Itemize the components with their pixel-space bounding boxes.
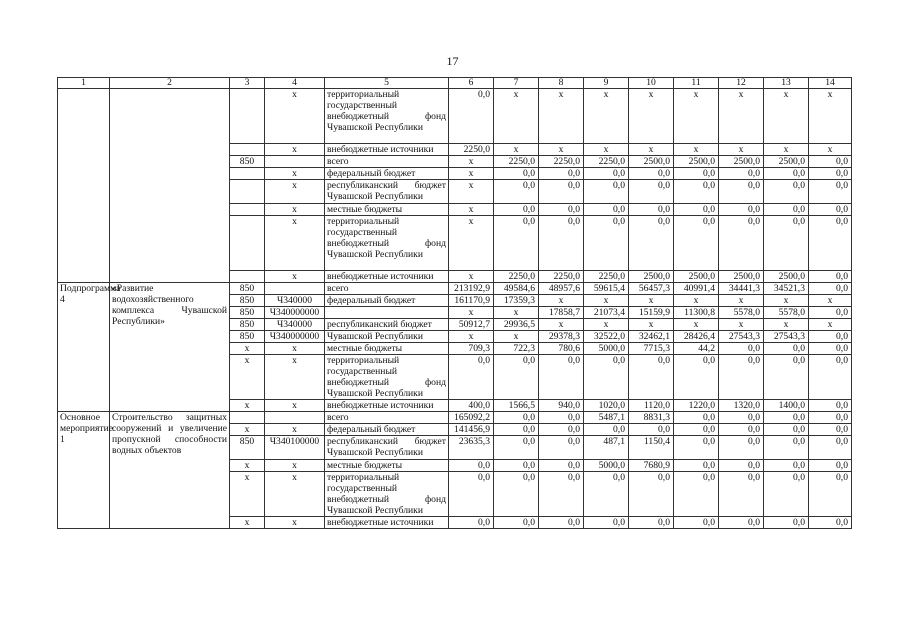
- classifier-cell: Ч340000: [265, 295, 325, 307]
- amount-cell: 161170,9: [449, 295, 494, 307]
- amount-cell: 0,0: [539, 460, 584, 472]
- amount-cell: 44,2: [674, 343, 719, 355]
- code-cell: [230, 412, 265, 424]
- amount-cell: 1150,4: [629, 436, 674, 460]
- amount-cell: x: [674, 319, 719, 331]
- classifier-cell: Ч340000000: [265, 331, 325, 343]
- amount-cell: 0,0: [719, 412, 764, 424]
- amount-cell: 32522,0: [584, 331, 629, 343]
- code-cell: 850: [230, 331, 265, 343]
- table-row: [58, 412, 852, 424]
- amount-cell: 0,0: [674, 424, 719, 436]
- amount-cell: 1120,0: [629, 400, 674, 412]
- funding-source-cell: республиканский бюджет Чувашской Республики: [325, 180, 449, 204]
- column-number: 12: [719, 78, 764, 89]
- code-cell: [230, 89, 265, 144]
- amount-cell: 0,0: [674, 460, 719, 472]
- amount-cell: 2500,0: [674, 271, 719, 283]
- amount-cell: 0,0: [539, 472, 584, 517]
- amount-cell: 2500,0: [629, 271, 674, 283]
- funding-source-cell: внебюджетные источники: [325, 271, 449, 283]
- classifier-cell: x: [265, 168, 325, 180]
- amount-cell: 0,0: [494, 412, 539, 424]
- amount-cell: x: [494, 331, 539, 343]
- amount-cell: x: [584, 144, 629, 156]
- amount-cell: 0,0: [629, 424, 674, 436]
- amount-cell: 59615,4: [584, 283, 629, 295]
- amount-cell: 0,0: [494, 424, 539, 436]
- funding-source-cell: всего: [325, 156, 449, 168]
- amount-cell: 21073,4: [584, 307, 629, 319]
- amount-cell: 0,0: [494, 204, 539, 216]
- amount-cell: 0,0: [539, 436, 584, 460]
- amount-cell: 0,0: [764, 168, 809, 180]
- amount-cell: 487,1: [584, 436, 629, 460]
- code-cell: 850: [230, 319, 265, 331]
- amount-cell: 0,0: [674, 472, 719, 517]
- amount-cell: 0,0: [809, 412, 852, 424]
- amount-cell: x: [494, 89, 539, 144]
- amount-cell: x: [719, 295, 764, 307]
- amount-cell: x: [584, 89, 629, 144]
- amount-cell: 0,0: [674, 216, 719, 271]
- amount-cell: 0,0: [719, 436, 764, 460]
- code-cell: x: [230, 400, 265, 412]
- amount-cell: 0,0: [674, 204, 719, 216]
- amount-cell: x: [674, 144, 719, 156]
- amount-cell: 940,0: [539, 400, 584, 412]
- amount-cell: 0,0: [809, 460, 852, 472]
- amount-cell: x: [449, 204, 494, 216]
- amount-cell: 0,0: [764, 355, 809, 400]
- amount-cell: 1020,0: [584, 400, 629, 412]
- amount-cell: 5000,0: [584, 460, 629, 472]
- amount-cell: 2250,0: [449, 144, 494, 156]
- classifier-cell: Ч340000000: [265, 307, 325, 319]
- amount-cell: x: [764, 89, 809, 144]
- amount-cell: 5578,0: [719, 307, 764, 319]
- amount-cell: x: [719, 319, 764, 331]
- amount-cell: x: [584, 319, 629, 331]
- code-cell: 850: [230, 156, 265, 168]
- amount-cell: 29378,3: [539, 331, 584, 343]
- funding-source-cell: территориальный государственный внебюджетный фонд Чувашской Республики: [325, 89, 449, 144]
- amount-cell: 0,0: [584, 168, 629, 180]
- amount-cell: 165092,2: [449, 412, 494, 424]
- amount-cell: 2500,0: [674, 156, 719, 168]
- amount-cell: 34441,3: [719, 283, 764, 295]
- amount-cell: 0,0: [764, 412, 809, 424]
- amount-cell: 0,0: [584, 472, 629, 517]
- amount-cell: x: [449, 307, 494, 319]
- amount-cell: 8831,3: [629, 412, 674, 424]
- amount-cell: 0,0: [494, 436, 539, 460]
- column-number: 10: [629, 78, 674, 89]
- amount-cell: x: [809, 319, 852, 331]
- amount-cell: x: [629, 144, 674, 156]
- amount-cell: 0,0: [764, 424, 809, 436]
- amount-cell: 0,0: [629, 216, 674, 271]
- amount-cell: 17359,3: [494, 295, 539, 307]
- amount-cell: x: [449, 180, 494, 204]
- amount-cell: 7715,3: [629, 343, 674, 355]
- funding-source-cell: всего: [325, 412, 449, 424]
- amount-cell: 2250,0: [539, 156, 584, 168]
- funding-source-cell: местные бюджеты: [325, 460, 449, 472]
- measure-title-cell: Строительство защитных сооружений и увеличение пропускной способности водных объектов: [110, 412, 230, 529]
- amount-cell: 2500,0: [764, 271, 809, 283]
- amount-cell: 48957,6: [539, 283, 584, 295]
- code-cell: x: [230, 355, 265, 400]
- column-number: 6: [449, 78, 494, 89]
- amount-cell: 1566,5: [494, 400, 539, 412]
- classifier-cell: [265, 156, 325, 168]
- classifier-cell: x: [265, 271, 325, 283]
- code-cell: [230, 204, 265, 216]
- amount-cell: 0,0: [539, 355, 584, 400]
- amount-cell: 0,0: [809, 517, 852, 529]
- amount-cell: 0,0: [719, 204, 764, 216]
- code-cell: x: [230, 424, 265, 436]
- amount-cell: x: [764, 295, 809, 307]
- amount-cell: x: [539, 319, 584, 331]
- amount-cell: x: [764, 144, 809, 156]
- column-number: 8: [539, 78, 584, 89]
- amount-cell: x: [629, 319, 674, 331]
- code-cell: x: [230, 460, 265, 472]
- amount-cell: 0,0: [494, 517, 539, 529]
- amount-cell: 0,0: [629, 355, 674, 400]
- code-cell: 850: [230, 283, 265, 295]
- amount-cell: 0,0: [629, 180, 674, 204]
- column-number: 1: [58, 78, 110, 89]
- amount-cell: 50912,7: [449, 319, 494, 331]
- classifier-cell: x: [265, 400, 325, 412]
- funding-source-cell: республиканский бюджет Чувашской Республики: [325, 436, 449, 460]
- classifier-cell: [265, 412, 325, 424]
- amount-cell: x: [449, 271, 494, 283]
- amount-cell: 7680,9: [629, 460, 674, 472]
- amount-cell: 0,0: [494, 355, 539, 400]
- amount-cell: 0,0: [764, 436, 809, 460]
- amount-cell: 0,0: [809, 180, 852, 204]
- amount-cell: 0,0: [719, 460, 764, 472]
- amount-cell: 0,0: [584, 424, 629, 436]
- funding-source-cell: внебюджетные источники: [325, 517, 449, 529]
- amount-cell: 15159,9: [629, 307, 674, 319]
- funding-source-cell: [325, 307, 449, 319]
- amount-cell: 0,0: [809, 436, 852, 460]
- column-number: 2: [110, 78, 230, 89]
- amount-cell: 0,0: [629, 472, 674, 517]
- funding-source-cell: внебюджетные источники: [325, 144, 449, 156]
- amount-cell: 1400,0: [764, 400, 809, 412]
- classifier-cell: x: [265, 517, 325, 529]
- funding-source-cell: федеральный бюджет: [325, 424, 449, 436]
- amount-cell: 0,0: [719, 168, 764, 180]
- classifier-cell: x: [265, 424, 325, 436]
- amount-cell: 0,0: [809, 472, 852, 517]
- funding-source-cell: территориальный государственный внебюджетный фонд Чувашской Республики: [325, 355, 449, 400]
- amount-cell: x: [539, 295, 584, 307]
- program-name-cell: Подпрограмма 4: [58, 283, 110, 412]
- amount-cell: 28426,4: [674, 331, 719, 343]
- funding-source-cell: республиканский бюджет: [325, 319, 449, 331]
- amount-cell: 0,0: [809, 271, 852, 283]
- amount-cell: 0,0: [674, 412, 719, 424]
- amount-cell: 0,0: [494, 216, 539, 271]
- column-number: 3: [230, 78, 265, 89]
- amount-cell: 0,0: [449, 355, 494, 400]
- amount-cell: x: [494, 307, 539, 319]
- table-row: [58, 283, 852, 295]
- table-row: [58, 89, 852, 144]
- amount-cell: 0,0: [629, 204, 674, 216]
- amount-cell: 32462,1: [629, 331, 674, 343]
- amount-cell: 0,0: [584, 216, 629, 271]
- funding-source-cell: территориальный государственный внебюджетный фонд Чувашской Республики: [325, 472, 449, 517]
- amount-cell: 5000,0: [584, 343, 629, 355]
- amount-cell: x: [809, 295, 852, 307]
- amount-cell: 0,0: [719, 517, 764, 529]
- amount-cell: 141456,9: [449, 424, 494, 436]
- classifier-cell: x: [265, 472, 325, 517]
- amount-cell: 0,0: [764, 517, 809, 529]
- amount-cell: 0,0: [494, 460, 539, 472]
- amount-cell: 0,0: [539, 204, 584, 216]
- amount-cell: x: [674, 89, 719, 144]
- funding-source-cell: федеральный бюджет: [325, 295, 449, 307]
- amount-cell: 0,0: [674, 180, 719, 204]
- amount-cell: 0,0: [449, 472, 494, 517]
- column-number: 7: [494, 78, 539, 89]
- code-cell: [230, 180, 265, 204]
- amount-cell: 780,6: [539, 343, 584, 355]
- amount-cell: 0,0: [584, 517, 629, 529]
- amount-cell: 2250,0: [539, 271, 584, 283]
- amount-cell: 0,0: [764, 460, 809, 472]
- amount-cell: 0,0: [629, 517, 674, 529]
- amount-cell: 0,0: [539, 517, 584, 529]
- amount-cell: 213192,9: [449, 283, 494, 295]
- amount-cell: 0,0: [719, 355, 764, 400]
- amount-cell: 34521,3: [764, 283, 809, 295]
- program-name-cell: Основное мероприятие 1: [58, 412, 110, 529]
- amount-cell: 0,0: [674, 436, 719, 460]
- amount-cell: 0,0: [539, 180, 584, 204]
- amount-cell: 400,0: [449, 400, 494, 412]
- amount-cell: 0,0: [809, 156, 852, 168]
- amount-cell: 27543,3: [719, 331, 764, 343]
- amount-cell: 0,0: [764, 343, 809, 355]
- classifier-cell: [265, 283, 325, 295]
- amount-cell: x: [719, 89, 764, 144]
- amount-cell: 0,0: [494, 472, 539, 517]
- amount-cell: x: [584, 295, 629, 307]
- funding-source-cell: местные бюджеты: [325, 343, 449, 355]
- amount-cell: 2500,0: [764, 156, 809, 168]
- classifier-cell: x: [265, 216, 325, 271]
- amount-cell: 11300,8: [674, 307, 719, 319]
- measure-title-cell: [110, 89, 230, 283]
- amount-cell: x: [764, 319, 809, 331]
- amount-cell: 722,3: [494, 343, 539, 355]
- amount-cell: 0,0: [809, 424, 852, 436]
- amount-cell: 1320,0: [719, 400, 764, 412]
- classifier-cell: x: [265, 460, 325, 472]
- classifier-cell: x: [265, 180, 325, 204]
- amount-cell: 49584,6: [494, 283, 539, 295]
- amount-cell: x: [629, 89, 674, 144]
- amount-cell: 0,0: [584, 204, 629, 216]
- amount-cell: 0,0: [764, 472, 809, 517]
- classifier-cell: x: [265, 343, 325, 355]
- amount-cell: 2250,0: [584, 271, 629, 283]
- amount-cell: 0,0: [449, 517, 494, 529]
- amount-cell: x: [539, 89, 584, 144]
- amount-cell: 0,0: [809, 283, 852, 295]
- amount-cell: 40991,4: [674, 283, 719, 295]
- amount-cell: x: [494, 144, 539, 156]
- amount-cell: 56457,3: [629, 283, 674, 295]
- amount-cell: 2500,0: [719, 271, 764, 283]
- amount-cell: 2500,0: [719, 156, 764, 168]
- classifier-cell: x: [265, 204, 325, 216]
- amount-cell: 0,0: [584, 180, 629, 204]
- budget-table: [57, 77, 852, 529]
- amount-cell: 0,0: [449, 89, 494, 144]
- amount-cell: 0,0: [764, 180, 809, 204]
- amount-cell: x: [719, 144, 764, 156]
- column-number-row: [58, 78, 852, 89]
- code-cell: x: [230, 343, 265, 355]
- funding-source-cell: Чувашской Республики: [325, 331, 449, 343]
- amount-cell: 1220,0: [674, 400, 719, 412]
- column-number: 11: [674, 78, 719, 89]
- amount-cell: 0,0: [809, 168, 852, 180]
- amount-cell: 0,0: [809, 343, 852, 355]
- amount-cell: x: [449, 168, 494, 180]
- amount-cell: 0,0: [674, 355, 719, 400]
- classifier-cell: x: [265, 355, 325, 400]
- column-number: 13: [764, 78, 809, 89]
- code-cell: [230, 168, 265, 180]
- amount-cell: x: [629, 295, 674, 307]
- amount-cell: 2250,0: [494, 271, 539, 283]
- amount-cell: 0,0: [674, 168, 719, 180]
- amount-cell: 0,0: [719, 472, 764, 517]
- amount-cell: x: [809, 144, 852, 156]
- amount-cell: 27543,3: [764, 331, 809, 343]
- amount-cell: 0,0: [719, 216, 764, 271]
- amount-cell: 2250,0: [494, 156, 539, 168]
- amount-cell: 2500,0: [629, 156, 674, 168]
- classifier-cell: x: [265, 144, 325, 156]
- amount-cell: 0,0: [539, 424, 584, 436]
- amount-cell: 2250,0: [584, 156, 629, 168]
- amount-cell: 29936,5: [494, 319, 539, 331]
- amount-cell: 0,0: [809, 400, 852, 412]
- amount-cell: 0,0: [629, 168, 674, 180]
- program-name-cell: [58, 89, 110, 283]
- classifier-cell: x: [265, 89, 325, 144]
- funding-source-cell: всего: [325, 283, 449, 295]
- amount-cell: 0,0: [719, 343, 764, 355]
- amount-cell: 0,0: [449, 460, 494, 472]
- amount-cell: 0,0: [809, 216, 852, 271]
- funding-source-cell: территориальный государственный внебюджетный фонд Чувашской Республики: [325, 216, 449, 271]
- column-number: 9: [584, 78, 629, 89]
- funding-source-cell: федеральный бюджет: [325, 168, 449, 180]
- funding-source-cell: местные бюджеты: [325, 204, 449, 216]
- amount-cell: 5487,1: [584, 412, 629, 424]
- amount-cell: 709,3: [449, 343, 494, 355]
- amount-cell: 0,0: [764, 216, 809, 271]
- amount-cell: 0,0: [809, 331, 852, 343]
- code-cell: 850: [230, 295, 265, 307]
- column-number: 4: [265, 78, 325, 89]
- amount-cell: 0,0: [809, 355, 852, 400]
- amount-cell: 0,0: [494, 180, 539, 204]
- amount-cell: 0,0: [719, 180, 764, 204]
- measure-title-cell: «Развитие водохозяйственного комплекса Чувашской Республики»: [110, 283, 230, 412]
- amount-cell: x: [449, 216, 494, 271]
- amount-cell: 0,0: [584, 355, 629, 400]
- classifier-cell: Ч340000: [265, 319, 325, 331]
- amount-cell: x: [449, 331, 494, 343]
- code-cell: 850: [230, 307, 265, 319]
- code-cell: x: [230, 472, 265, 517]
- amount-cell: x: [674, 295, 719, 307]
- amount-cell: 0,0: [539, 216, 584, 271]
- amount-cell: 0,0: [539, 412, 584, 424]
- amount-cell: x: [809, 89, 852, 144]
- amount-cell: 0,0: [809, 307, 852, 319]
- amount-cell: 0,0: [674, 517, 719, 529]
- column-number: 5: [325, 78, 449, 89]
- amount-cell: x: [539, 144, 584, 156]
- amount-cell: 5578,0: [764, 307, 809, 319]
- amount-cell: 17858,7: [539, 307, 584, 319]
- amount-cell: x: [449, 156, 494, 168]
- amount-cell: 0,0: [719, 424, 764, 436]
- amount-cell: 0,0: [539, 168, 584, 180]
- code-cell: [230, 144, 265, 156]
- column-number: 14: [809, 78, 852, 89]
- code-cell: x: [230, 517, 265, 529]
- code-cell: [230, 271, 265, 283]
- funding-source-cell: внебюджетные источники: [325, 400, 449, 412]
- amount-cell: 0,0: [764, 204, 809, 216]
- amount-cell: 0,0: [809, 204, 852, 216]
- code-cell: 850: [230, 436, 265, 460]
- classifier-cell: Ч340100000: [265, 436, 325, 460]
- code-cell: [230, 216, 265, 271]
- amount-cell: 0,0: [494, 168, 539, 180]
- amount-cell: 23635,3: [449, 436, 494, 460]
- page-number: 17: [446, 54, 459, 68]
